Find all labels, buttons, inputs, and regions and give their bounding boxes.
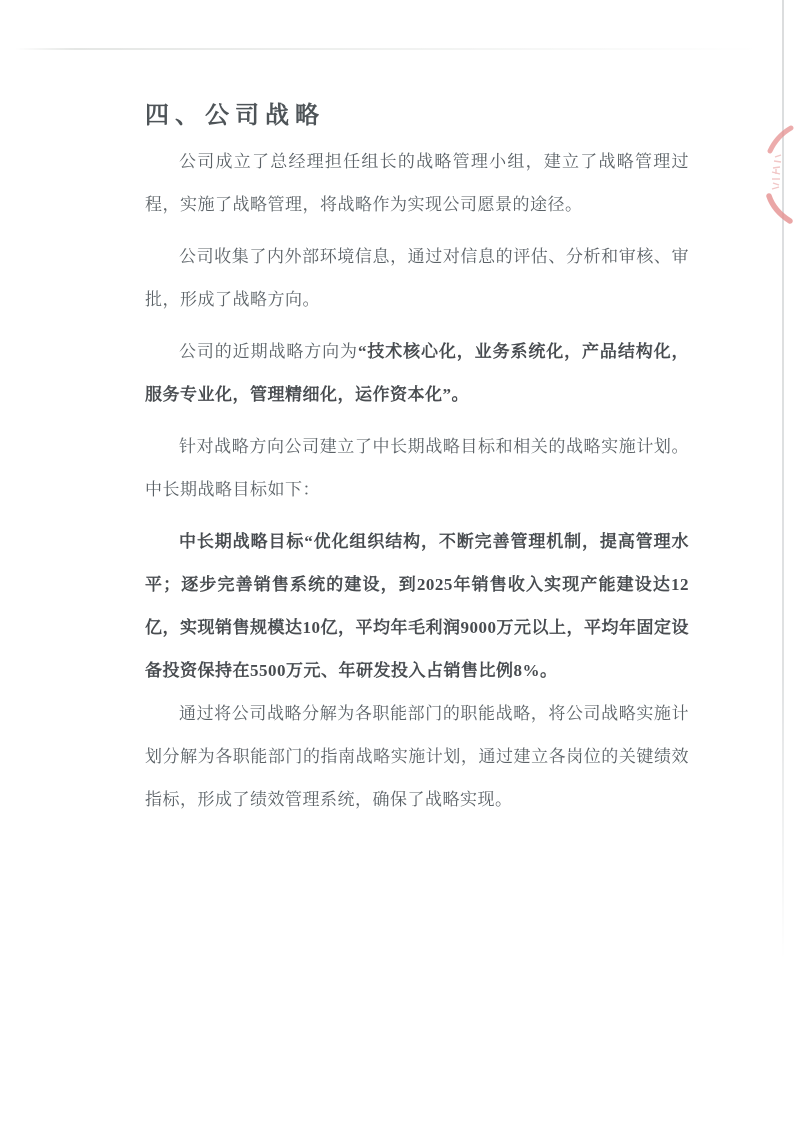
paragraph-strategy-direction-lead: 公司的近期战略方向为 [179, 342, 358, 361]
red-seal-stamp-icon [763, 124, 794, 224]
paragraph-strategy-group: 公司成立了总经理担任组长的战略管理小组，建立了战略管理过程，实施了战略管理，将战略作为实现公司愿景的途径。 [145, 152, 689, 214]
paragraph-strategy-direction-emphasis: “技术核心化，业务系统化，产品结构化，服务专业化，管理精细化，运作资本化”。 [145, 342, 690, 404]
document-content [145, 98, 689, 830]
paragraph-midlong-term-goals: 中长期战略目标“优化组织结构，不断完善管理机制，提高管理水平；逐步完善销售系统的建设，到2025年销售收入实现产能建设达12亿，实现销售规模达10亿，平均年毛利润9000万元以上，平均年固定设备投资保持在5500万元、年研发投入占销售比例8%。 [145, 532, 689, 680]
section-heading: 四、公司战略 [145, 103, 325, 129]
paragraph-environment-info: 公司收集了内外部环境信息，通过对信息的评估、分析和审核、审批，形成了战略方向。 [145, 247, 689, 309]
paragraph-midlong-term-intro: 针对战略方向公司建立了中长期战略目标和相关的战略实施计划。中长期战略目标如下： [145, 437, 689, 499]
scan-artifact-line [15, 48, 760, 50]
paragraph-strategy-direction [145, 330, 689, 416]
paragraph-strategy-decomposition: 通过将公司战略分解为各职能部门的职能战略，将公司战略实施计划分解为各职能部门的指南战略实施计划，通过建立各岗位的关键绩效指标，形成了绩效管理系统，确保了战略实现。 [145, 704, 689, 809]
